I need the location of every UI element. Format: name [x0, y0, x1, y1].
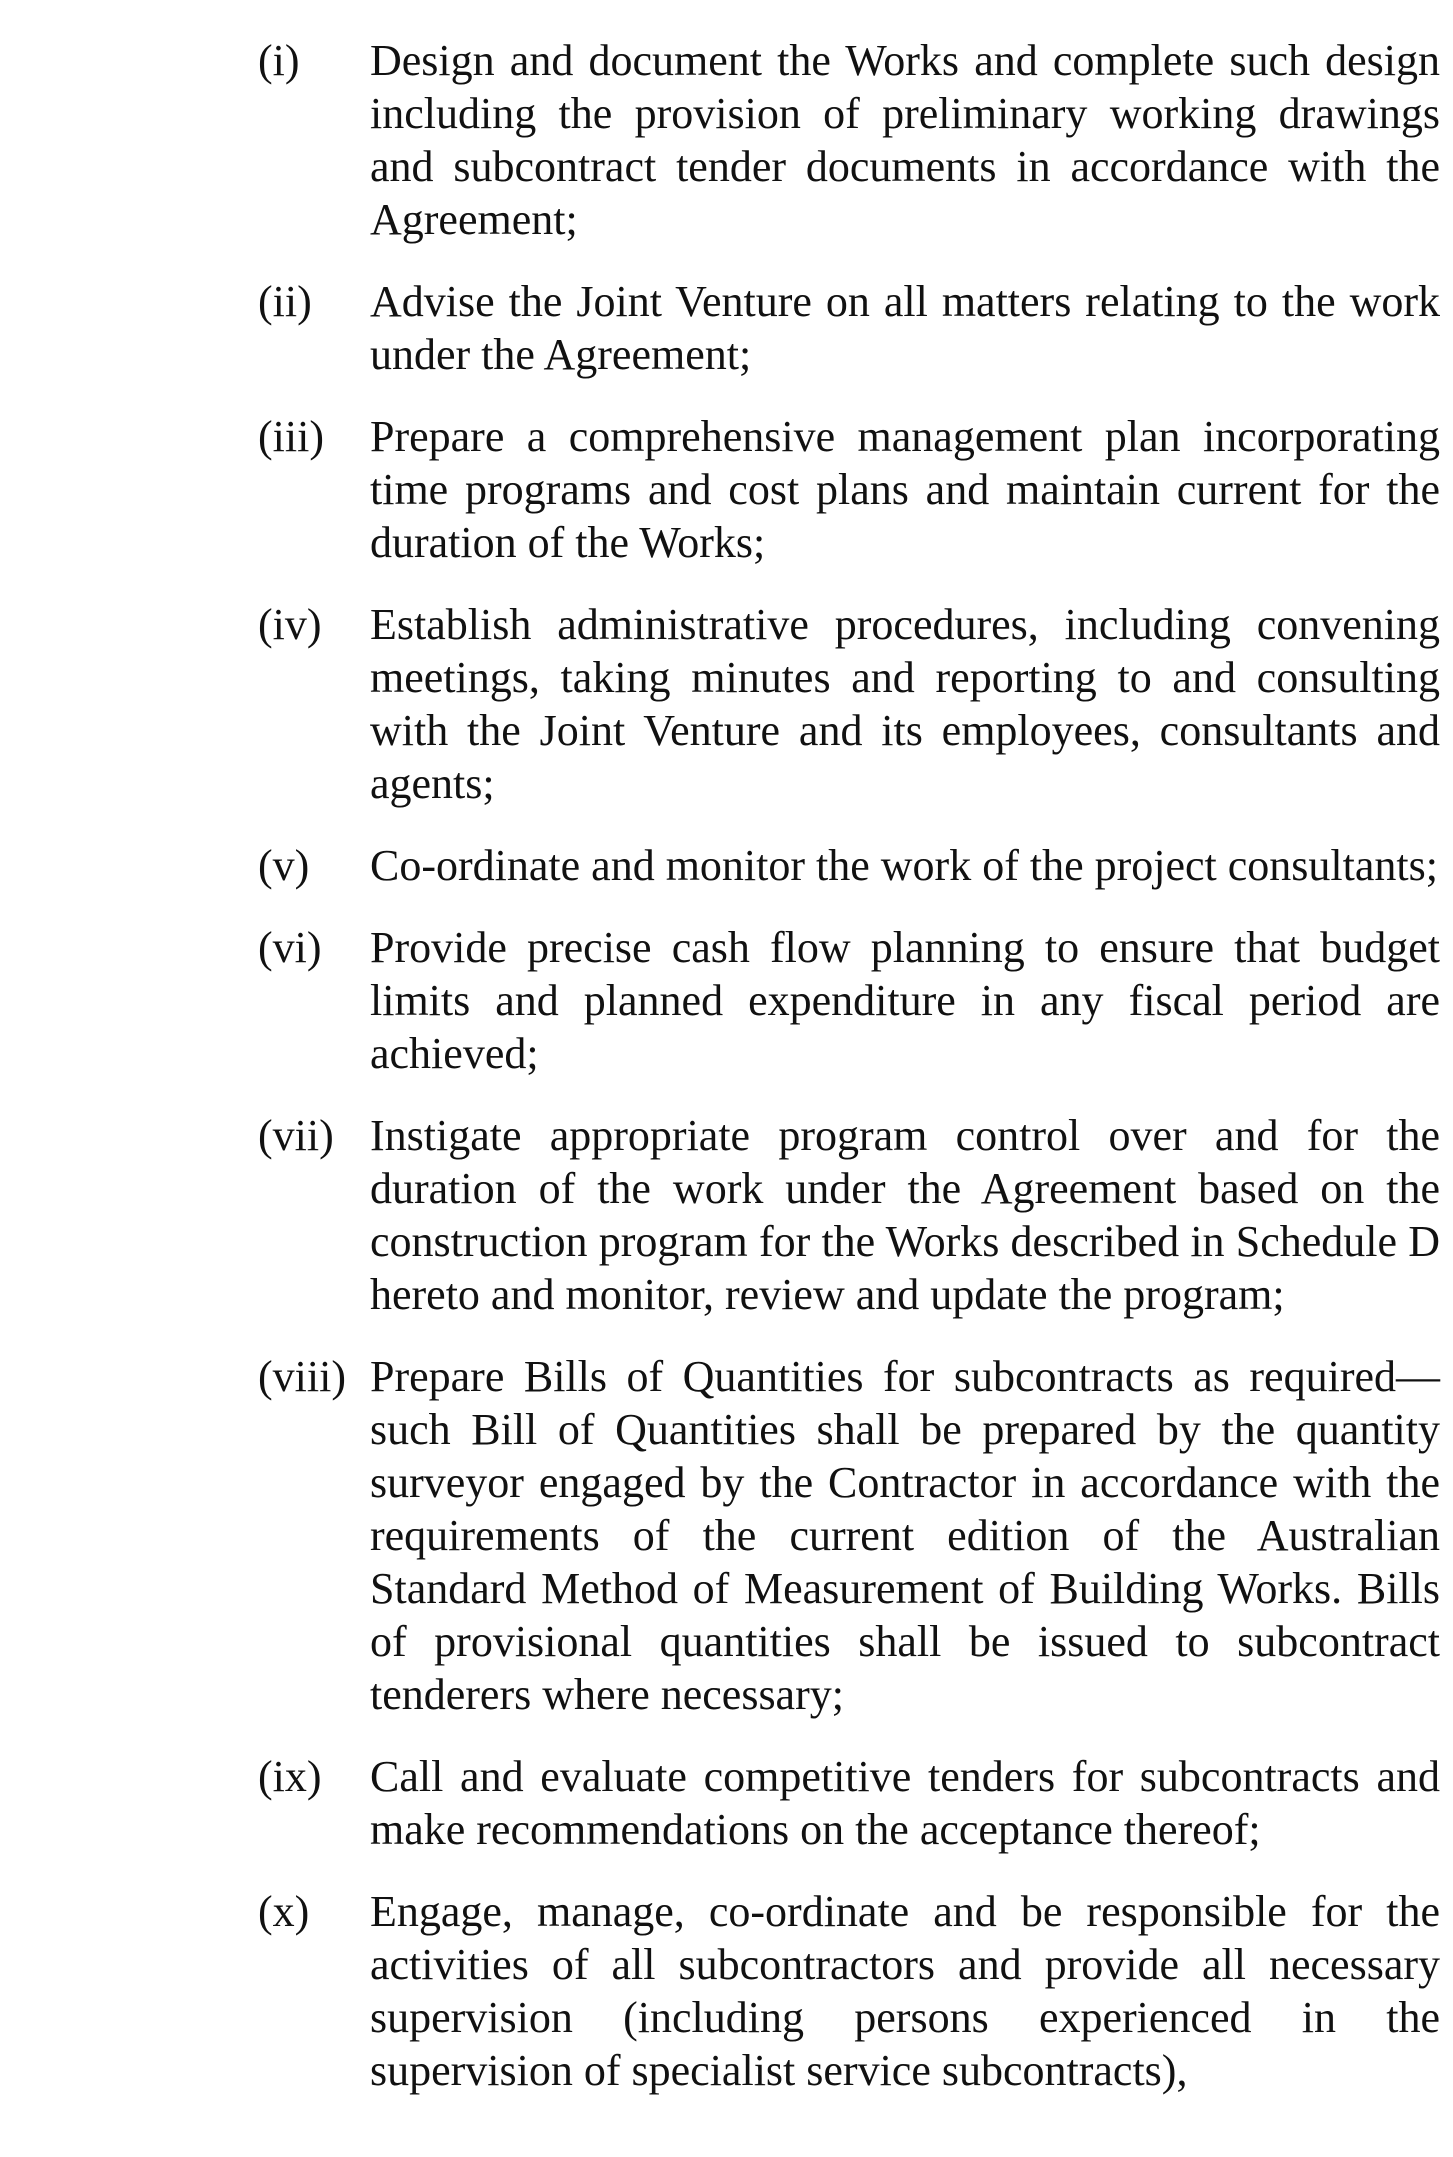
clause-number: (iii) — [258, 412, 324, 461]
clause-vii — [258, 1109, 1440, 1321]
clause-iv — [258, 598, 1440, 810]
clause-text: Establish administrative procedures, including convening meetings, taking minutes and reporting to and consulting with the Joint Venture and its employees, consultants and agents; — [370, 600, 1440, 808]
clause-text: Design and document the Works and complete such design including the provision of preliminary working drawings and subcontract tender documents in accordance with the Agreement; — [370, 36, 1440, 244]
clause-number: (x) — [258, 1887, 310, 1936]
clause-number: (ii) — [258, 277, 312, 326]
clause-number: (i) — [258, 36, 300, 85]
clause-i — [258, 34, 1440, 246]
clause-v — [258, 839, 1440, 892]
clause-iii — [258, 410, 1440, 569]
clause-text: Co-ordinate and monitor the work of the project consultants; — [370, 841, 1438, 890]
clause-viii — [258, 1350, 1440, 1721]
clause-text: Engage, manage, co-ordinate and be responsible for the activities of all subcontractors and provide all necessary supervision (including persons experienced in the supervision of specialist service subcontracts), — [370, 1887, 1440, 2095]
clause-ii — [258, 275, 1440, 381]
clause-text: Call and evaluate competitive tenders for subcontracts and make recommendations on the acceptance thereof; — [370, 1752, 1440, 1854]
clause-number: (vii) — [258, 1111, 334, 1160]
clause-number: (v) — [258, 841, 310, 890]
clause-ix — [258, 1750, 1440, 1856]
clause-text: Prepare a comprehensive management plan incorporating time programs and cost plans and maintain current for the duration of the Works; — [370, 412, 1440, 567]
clause-x — [258, 1885, 1440, 2097]
clause-number: (viii) — [258, 1352, 346, 1401]
clause-number: (vi) — [258, 923, 322, 972]
clause-text: Provide precise cash flow planning to ensure that budget limits and planned expenditure in any fiscal period are achieved; — [370, 923, 1440, 1078]
clause-text: Advise the Joint Venture on all matters relating to the work under the Agreement; — [370, 277, 1440, 379]
clause-number: (ix) — [258, 1752, 322, 1801]
clause-text: Prepare Bills of Quantities for subcontracts as required—such Bill of Quantities shall be prepared by the quantity surveyor engaged by the Contractor in accordance with the requirements of the current edition of the Australian Standard Method of Measurement of Building Works. Bills of provisional quantities shall be issued to subcontract tenderers where necessary; — [370, 1352, 1440, 1719]
clause-text: Instigate appropriate program control over and for the duration of the work under the Agreement based on the construction program for the Works described in Schedule D hereto and monitor, review and update the program; — [370, 1111, 1440, 1319]
clause-vi — [258, 921, 1440, 1080]
clause-number: (iv) — [258, 600, 322, 649]
clause-list — [258, 34, 1440, 2126]
